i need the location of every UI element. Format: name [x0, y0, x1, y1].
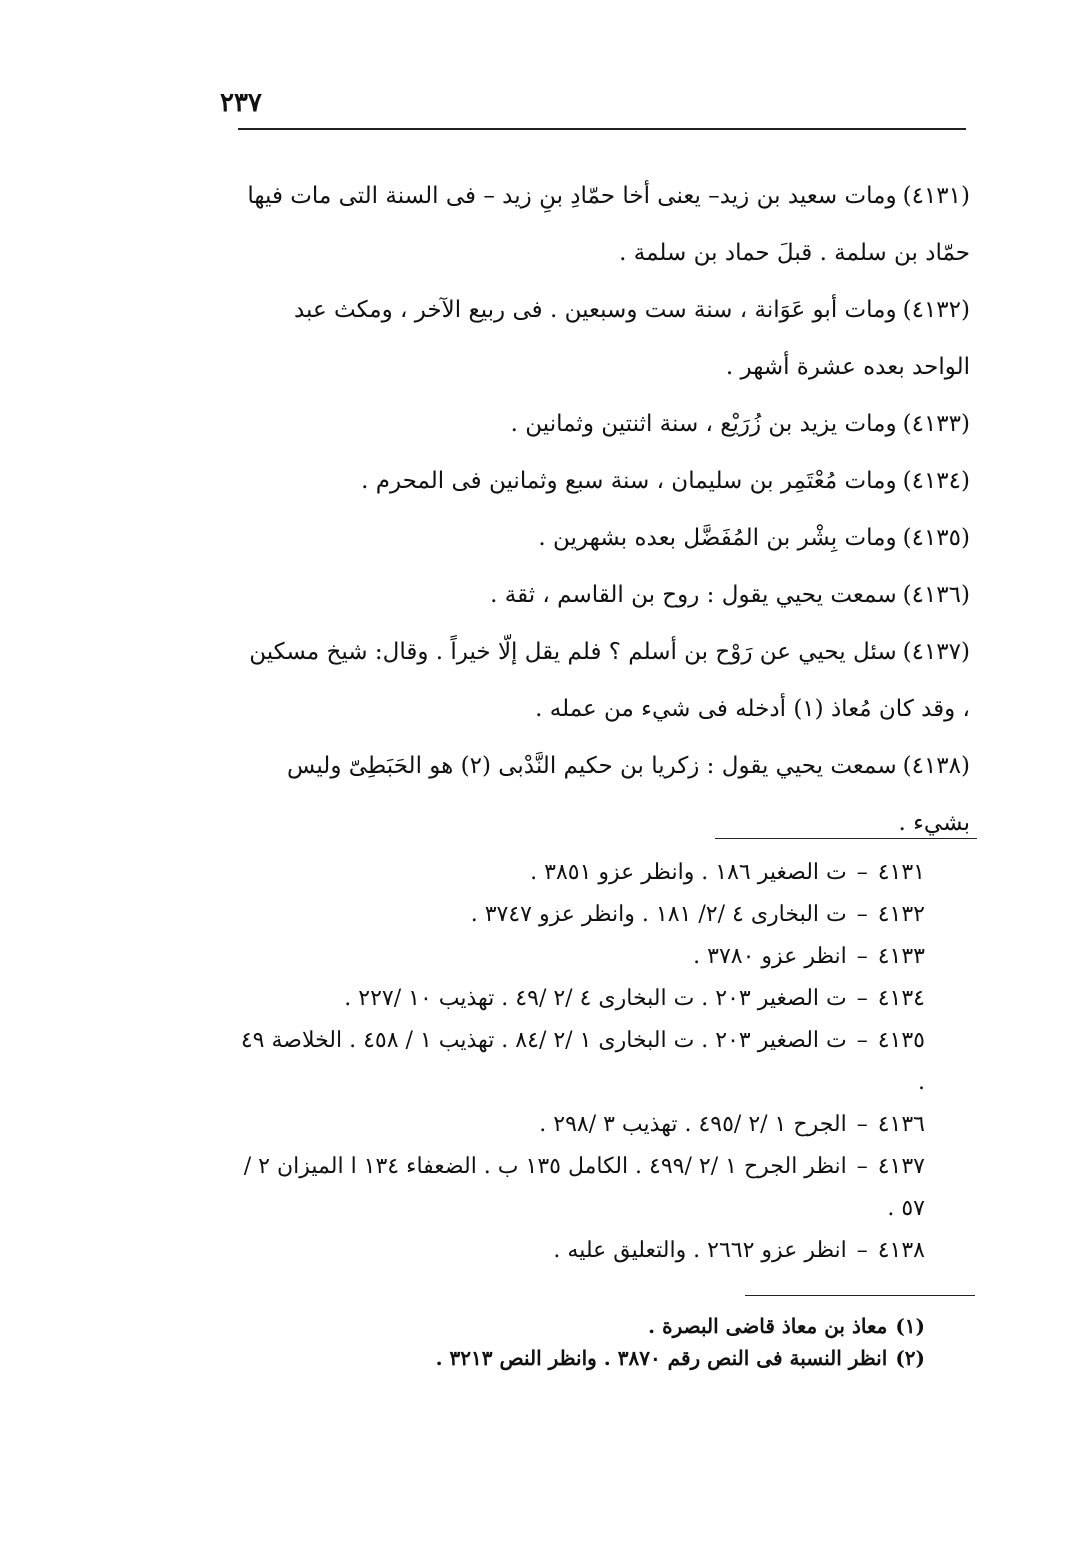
reference-number: ٤١٣٢: [877, 902, 925, 927]
footnote-number: (٢): [895, 1346, 925, 1370]
entry-4137: [242, 624, 970, 738]
entry-number: (٤١٣٥): [902, 525, 970, 551]
entry-4135: [242, 510, 970, 567]
reference-text: ت الصغير ٢٠٣ . ت البخارى ١ /٢ /٨٤ . تهذيب ١ / ٤٥٨ . الخلاصة ٤٩ .: [240, 1028, 925, 1095]
entry-number: (٤١٣٣): [902, 411, 970, 437]
page-number: ٢٣٧: [220, 88, 262, 118]
reference-item: [235, 1104, 925, 1146]
footnotes: [340, 1310, 925, 1374]
entry-number: (٤١٣٨): [902, 753, 970, 779]
footnote-item: [340, 1342, 925, 1374]
reference-item: [235, 852, 925, 894]
reference-dash: –: [856, 860, 868, 885]
reference-item: [235, 1230, 925, 1272]
header-rule: [238, 128, 966, 130]
main-text: [242, 168, 970, 852]
footnote-number: (١): [895, 1314, 925, 1338]
entry-number: (٤١٣٧): [902, 639, 970, 665]
entry-4133: [242, 396, 970, 453]
references-list: [235, 852, 925, 1272]
footnote-text: معاذ بن معاذ قاضى البصرة .: [648, 1314, 888, 1338]
reference-item: [235, 1020, 925, 1104]
reference-number: ٤١٣٥: [877, 1028, 925, 1053]
reference-number: ٤١٣٦: [877, 1112, 925, 1137]
entry-text: ومات بِشْر بن المُفَضَّل بعده بشهرين .: [538, 525, 897, 551]
reference-text: انظر عزو ٣٧٨٠ .: [693, 944, 847, 969]
reference-dash: –: [856, 1112, 868, 1137]
reference-dash: –: [856, 944, 868, 969]
reference-item: [235, 1146, 925, 1230]
reference-dash: –: [856, 1154, 868, 1179]
references-rule: [715, 838, 977, 839]
entry-text: سمعت يحيي يقول : روح بن القاسم ، ثقة .: [490, 582, 897, 608]
reference-number: ٤١٣٨: [877, 1238, 925, 1263]
entry-text: سمعت يحيي يقول : زكريا بن حكيم النَّدْبى (٢) هو الحَبَطِىّ وليس بشيء .: [287, 753, 970, 836]
reference-number: ٤١٣١: [877, 860, 925, 885]
reference-text: ت البخارى ٤ /٢/ ١٨١ . وانظر عزو ٣٧٤٧ .: [470, 902, 847, 927]
entry-4138: [242, 738, 970, 852]
entry-number: (٤١٣١): [902, 183, 970, 209]
reference-dash: –: [856, 1238, 868, 1263]
entry-text: ومات أبو عَوَانة ، سنة ست وسبعين . فى ربيع الآخر ، ومكث عبد الواحد بعده عشرة أشهر .: [293, 297, 970, 380]
reference-item: [235, 936, 925, 978]
reference-number: ٤١٣٤: [877, 986, 925, 1011]
entry-text: سئل يحيي عن رَوْح بن أسلم ؟ فلم يقل إلّا خيراً . وقال: شيخ مسكين ، وقد كان مُعاذ (١) أدخله فى شيء من عمله .: [249, 639, 970, 722]
entry-4136: [242, 567, 970, 624]
entry-text: ومات مُعْتَمِر بن سليمان ، سنة سبع وثمانين فى المحرم .: [361, 468, 897, 494]
reference-dash: –: [856, 902, 868, 927]
reference-text: ت الصغير ٢٠٣ . ت البخارى ٤ /٢ /٤٩ . تهذيب ١٠ /٢٢٧ .: [344, 986, 847, 1011]
entry-4132: [242, 282, 970, 396]
reference-item: [235, 894, 925, 936]
entry-number: (٤١٣٤): [902, 468, 970, 494]
entry-4134: [242, 453, 970, 510]
reference-text: انظر الجرح ١ /٢ /٤٩٩ . الكامل ١٣٥ ب . الضعفاء ١٣٤ ا الميزان ٢ /٥٧ .: [243, 1154, 925, 1221]
reference-dash: –: [856, 1028, 868, 1053]
reference-number: ٤١٣٣: [877, 944, 925, 969]
footnote-text: انظر النسبة فى النص رقم ٣٨٧٠ . وانظر النص ٣٢١٣ .: [435, 1346, 888, 1370]
entry-number: (٤١٣٢): [902, 297, 970, 323]
reference-text: انظر عزو ٢٦٦٢ . والتعليق عليه .: [553, 1238, 847, 1263]
footnote-item: [340, 1310, 925, 1342]
reference-number: ٤١٣٧: [877, 1154, 925, 1179]
entry-number: (٤١٣٦): [902, 582, 970, 608]
reference-text: الجرح ١ /٢ /٤٩٥ . تهذيب ٣ /٢٩٨ .: [539, 1112, 847, 1137]
entry-text: ومات سعيد بن زيد– يعنى أخا حمّادِ بنِ زيد – فى السنة التى مات فيها حمّاد بن سلمة . قبلَ حماد بن سلمة .: [247, 183, 970, 266]
entry-4131: [242, 168, 970, 282]
reference-dash: –: [856, 986, 868, 1011]
footnotes-rule: [745, 1295, 975, 1296]
reference-text: ت الصغير ١٨٦ . وانظر عزو ٣٨٥١ .: [530, 860, 847, 885]
entry-text: ومات يزيد بن زُرَيْع ، سنة اثنتين وثمانين .: [510, 411, 897, 437]
reference-item: [235, 978, 925, 1020]
